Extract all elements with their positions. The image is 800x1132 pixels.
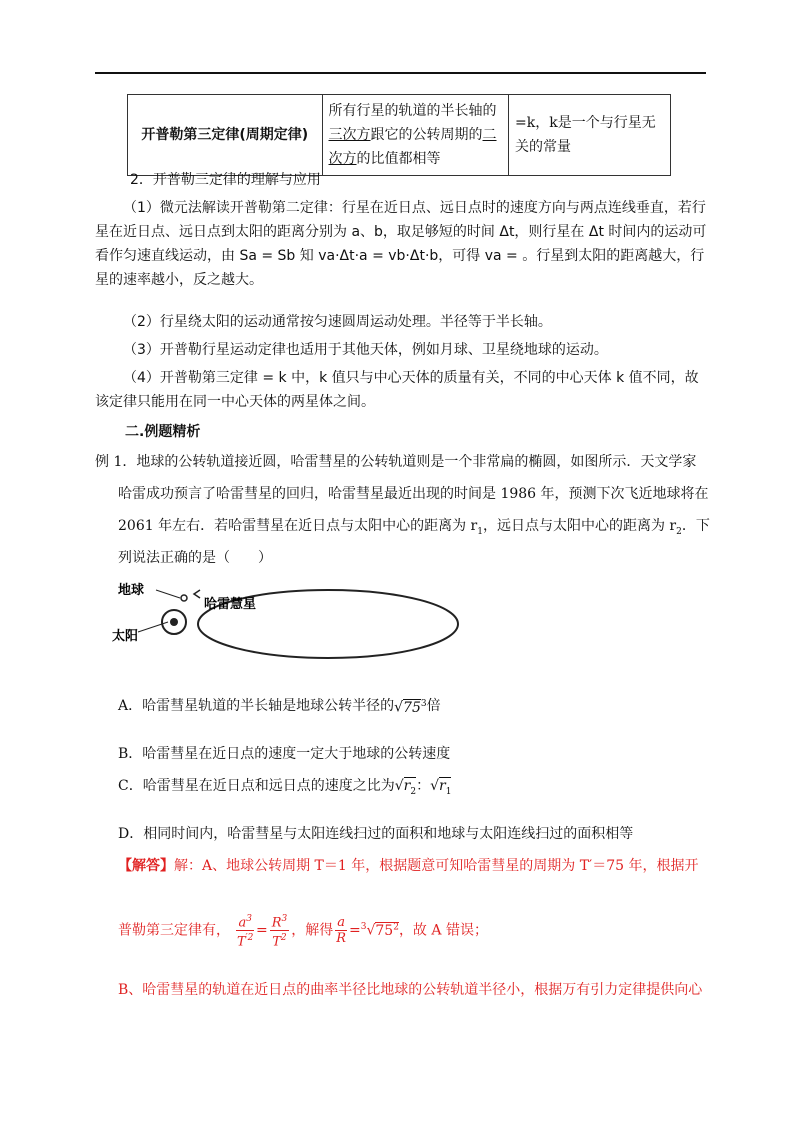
law-content-text: 所有行星的轨道的半长轴的 [328,103,497,119]
variable: a [238,915,247,931]
equals: = [255,922,268,939]
exponent: 3 [281,913,288,924]
exponent: 3 [246,913,252,924]
text: 2061 年左右．若哈雷彗星在近日点与太阳中心的距离为 r [118,518,478,534]
text: ．下 [681,518,710,534]
answer-text: 解：A、地球公转周期 T＝1 年，根据题意可知哈雷彗星的周期为 T′＝75 年，根据开 [174,858,699,874]
comet-label: 哈雷慧星 [204,597,257,612]
paragraph-4: （4）开普勒第三定律 = k 中，k 值只与中心天体的质量有关，不同的中心天体 k 值不同，故该定律只能用在同一中心天体的两星体之间。 [95,370,699,410]
sun-icon [170,618,178,626]
option-b[interactable]: B．哈雷彗星在近日点的速度一定大于地球的公转速度 [118,746,451,762]
equals: = [348,922,361,939]
law-content-text: 的比值都相等 [356,151,441,167]
fraction [335,915,347,946]
fraction [236,912,254,950]
paragraph-1: （1）微元法解读开普勒第二定律：行星在近日点、远日点时的速度方向与两点连线垂直，若行星在近日点、远日点到太阳的距离分别为 a、b，取足够短的时间 Δt，则行星在 Δt 时间内的运动可看作匀速直线运动，由 Sa = Sb 知 va·Δt·a = vb·Δt·b，可得 va = 。行星到太阳的距离越大，行星的速率越小，反之越大。 [95,200,707,288]
variable: a [337,915,345,931]
underlined-term: 二次方 [328,127,497,167]
exponent: ′2 [245,933,254,944]
fraction [270,912,290,950]
subscript: 1 [477,526,483,537]
variable: R [271,915,282,931]
section-title: 2．开普勒三定律的理解与应用 [130,172,321,188]
law-content-text: 跟它的公转周期的 [370,127,483,143]
example-line-3 [118,516,733,542]
colon: ： [416,778,431,794]
answer-line-3: B、哈雷彗星的轨道在近日点的曲率半径比地球的公转轨道半径小，根据万有引力定律提供向心 [118,982,703,998]
root-index: 3 [360,922,367,932]
sun-label: 太阳 [112,629,139,644]
law-formula-cell: =k，k是一个与行星无关的常量 [509,95,671,176]
radicand: 75 [403,699,421,716]
option-d[interactable]: D．相同时间内，哈雷彗星与太阳连线扫过的面积和地球与太阳连线扫过的面积相等 [118,826,634,842]
answer-line-2: 普勒第三定律有， $\frac{a^3}{T^{'2}}$ = $\frac{R^3}{T^2}$ ，解得 $\frac{a}{R}$ $=^3√75^2$，故 A 错误； [118,913,488,950]
radicand: 75 [375,922,394,939]
paragraph-2: （2）行星绕太阳的运动通常按匀速圆周运动处理。半径等于半长轴。 [123,314,552,330]
answer-text: ，解得 [291,922,334,939]
option-c[interactable]: C．哈雷彗星在近日点和远日点的速度之比为$√r_2$：$√r_1$ [118,778,452,797]
orbit-figure [110,576,470,676]
earth-icon [181,595,187,601]
example-line-4: 列说法正确的是（ ） [118,550,272,566]
example-line-2: 哈雷成功预言了哈雷彗星的回归，哈雷彗星最近出现的时间是 1986 年，预测下次飞近地球将在 [118,486,709,502]
answer-text: ，故 A 错误； [398,922,488,939]
exponent: 3 [420,699,427,709]
exponent: 2 [280,933,287,944]
earth-pointer [156,590,180,598]
answer-line-1 [118,856,733,876]
subscript: 2 [676,526,682,537]
variable: R [336,931,346,947]
option-text: 倍 [426,697,441,714]
answer-text: 普勒第三定律有， [118,922,230,939]
law-name-cell: 开普勒第三定律(周期定律) [128,95,323,176]
option-a[interactable] [118,694,441,718]
law-content-cell [322,95,509,176]
exponent: 2 [393,922,399,932]
variable: T [236,934,246,950]
paragraph-3: （3）开普勒行星运动定律也适用于其他天体，例如月球、卫星绕地球的运动。 [123,342,608,358]
header-rule [95,72,706,74]
earth-label: 地球 [118,583,145,598]
underlined-term: 三次方 [328,127,371,143]
subscript: 2 [410,786,417,797]
comet-icon [194,590,200,598]
example-line-1: 例 1．地球的公转轨道接近圆，哈雷彗星的公转轨道则是一个非常扁的椭圆，如图所示．天文学家 [95,454,697,470]
subscript: 1 [445,786,452,797]
text: ，远日点与太阳中心的距离为 r [482,518,677,534]
option-text: A．哈雷彗星轨道的半长轴是地球公转半径的 [118,697,395,714]
variable: r [403,778,411,794]
answer-label: 【解答】 [118,858,174,874]
option-text: C．哈雷彗星在近日点和远日点的速度之比为 [118,778,395,794]
table-row [128,95,671,176]
section-heading: 二.例题精析 [125,424,201,440]
variable: T [272,934,281,950]
sqrt-expression: $√75^3$ [394,699,427,716]
law-table [127,94,671,176]
variable: r [439,778,446,794]
